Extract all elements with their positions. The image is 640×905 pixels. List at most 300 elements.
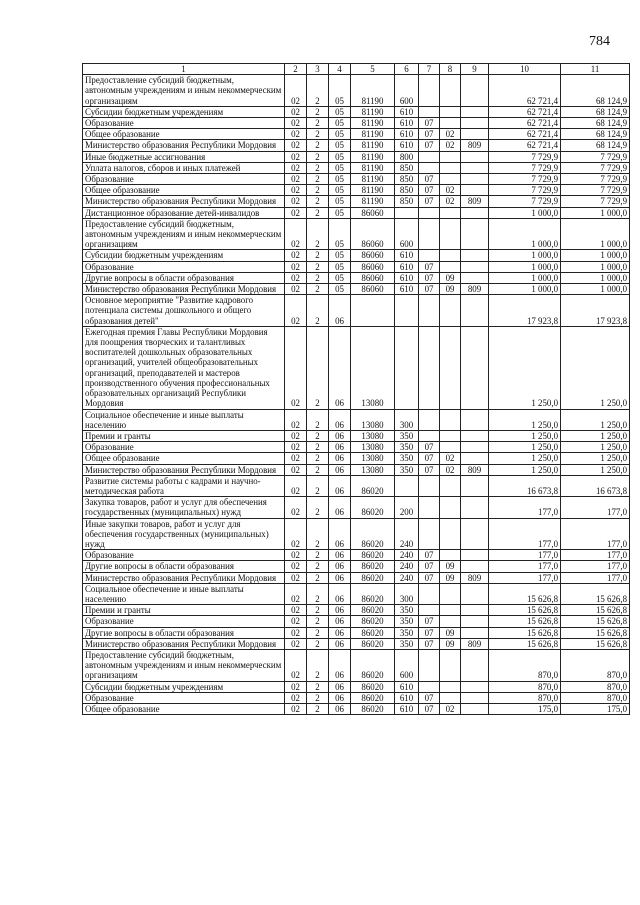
- cell-ministry-code: [461, 409, 489, 430]
- cell-code-2: 2: [307, 162, 329, 173]
- cell-target-code: 81190: [351, 151, 395, 162]
- table-row: [83, 561, 630, 572]
- cell-subsection: 09: [440, 272, 461, 283]
- table-row: [83, 605, 630, 616]
- cell-amount-year-1: 7 729,9: [489, 162, 561, 173]
- cell-expense-type: 610: [395, 703, 419, 714]
- cell-ministry-code: [461, 681, 489, 692]
- cell-section: 07: [419, 272, 440, 283]
- table-header-row: [83, 64, 630, 75]
- cell-amount-year-1: 62 721,4: [489, 75, 561, 107]
- cell-code-1: 02: [285, 129, 307, 140]
- cell-target-code: 86020: [351, 550, 395, 561]
- cell-target-code: 86020: [351, 497, 395, 518]
- cell-section: 07: [419, 118, 440, 129]
- cell-amount-year-2: 15 626,8: [561, 627, 630, 638]
- cell-description: Другие вопросы в области образования: [83, 561, 285, 572]
- cell-amount-year-2: 1 000,0: [561, 272, 630, 283]
- table-row: [83, 572, 630, 583]
- cell-code-2: 2: [307, 196, 329, 207]
- table-row: [83, 272, 630, 283]
- cell-subsection: 09: [440, 572, 461, 583]
- cell-code-1: 02: [285, 583, 307, 604]
- cell-expense-type: 610: [395, 284, 419, 295]
- cell-ministry-code: [461, 174, 489, 185]
- cell-code-2: 2: [307, 518, 329, 550]
- cell-ministry-code: 809: [461, 284, 489, 295]
- cell-ministry-code: [461, 561, 489, 572]
- table-row: [83, 284, 630, 295]
- cell-code-3: 06: [329, 692, 351, 703]
- cell-expense-type: 300: [395, 583, 419, 604]
- header-cell: 7: [419, 64, 440, 75]
- cell-expense-type: 600: [395, 649, 419, 681]
- cell-code-3: 06: [329, 430, 351, 441]
- cell-ministry-code: [461, 497, 489, 518]
- cell-amount-year-2: 1 250,0: [561, 430, 630, 441]
- cell-amount-year-2: 68 124,9: [561, 140, 630, 151]
- cell-code-3: 05: [329, 174, 351, 185]
- cell-ministry-code: [461, 430, 489, 441]
- cell-description: Иные закупки товаров, работ и услуг для обеспечения государственных (муниципальных) нужд: [83, 518, 285, 550]
- cell-amount-year-1: 870,0: [489, 649, 561, 681]
- cell-subsection: 02: [440, 185, 461, 196]
- cell-expense-type: 850: [395, 185, 419, 196]
- cell-code-1: 02: [285, 475, 307, 496]
- cell-target-code: 86020: [351, 475, 395, 496]
- cell-target-code: 81190: [351, 129, 395, 140]
- table-row: [83, 118, 630, 129]
- cell-section: [419, 475, 440, 496]
- cell-section: 07: [419, 174, 440, 185]
- cell-section: 07: [419, 284, 440, 295]
- cell-amount-year-1: 1 000,0: [489, 250, 561, 261]
- cell-code-3: 06: [329, 453, 351, 464]
- cell-code-2: 2: [307, 442, 329, 453]
- cell-subsection: [440, 681, 461, 692]
- table-row: [83, 497, 630, 518]
- cell-code-1: 02: [285, 409, 307, 430]
- cell-description: Образование: [83, 174, 285, 185]
- cell-code-2: 2: [307, 106, 329, 117]
- cell-code-3: 05: [329, 162, 351, 173]
- cell-target-code: 81190: [351, 118, 395, 129]
- cell-amount-year-2: 7 729,9: [561, 162, 630, 173]
- table-row: [83, 518, 630, 550]
- cell-code-2: 2: [307, 550, 329, 561]
- cell-ministry-code: [461, 518, 489, 550]
- table-row: [83, 196, 630, 207]
- cell-target-code: 81190: [351, 162, 395, 173]
- table-row: [83, 453, 630, 464]
- cell-subsection: [440, 261, 461, 272]
- cell-amount-year-1: 177,0: [489, 550, 561, 561]
- cell-description: Субсидии бюджетным учреждениям: [83, 681, 285, 692]
- cell-code-2: 2: [307, 284, 329, 295]
- cell-code-2: 2: [307, 272, 329, 283]
- cell-ministry-code: [461, 326, 489, 409]
- cell-target-code: 86020: [351, 703, 395, 714]
- cell-expense-type: 350: [395, 616, 419, 627]
- table-row: [83, 627, 630, 638]
- cell-ministry-code: [461, 185, 489, 196]
- cell-section: 07: [419, 185, 440, 196]
- cell-ministry-code: [461, 550, 489, 561]
- cell-subsection: [440, 75, 461, 107]
- table-row: [83, 129, 630, 140]
- cell-target-code: 86060: [351, 207, 395, 218]
- cell-subsection: [440, 218, 461, 250]
- cell-ministry-code: [461, 453, 489, 464]
- cell-target-code: 86020: [351, 649, 395, 681]
- cell-code-3: 05: [329, 218, 351, 250]
- cell-code-1: 02: [285, 572, 307, 583]
- cell-code-2: 2: [307, 681, 329, 692]
- table-row: [83, 295, 630, 327]
- cell-target-code: 13080: [351, 464, 395, 475]
- table-row: [83, 409, 630, 430]
- cell-ministry-code: [461, 605, 489, 616]
- cell-section: [419, 605, 440, 616]
- cell-code-3: 06: [329, 605, 351, 616]
- cell-amount-year-2: 7 729,9: [561, 174, 630, 185]
- cell-code-1: 02: [285, 261, 307, 272]
- cell-amount-year-2: 68 124,9: [561, 106, 630, 117]
- cell-subsection: [440, 409, 461, 430]
- header-cell: 5: [351, 64, 395, 75]
- cell-description: Другие вопросы в области образования: [83, 272, 285, 283]
- cell-amount-year-2: 68 124,9: [561, 75, 630, 107]
- cell-code-3: 05: [329, 272, 351, 283]
- cell-amount-year-1: 15 626,8: [489, 627, 561, 638]
- cell-subsection: 02: [440, 453, 461, 464]
- cell-target-code: 13080: [351, 453, 395, 464]
- cell-subsection: [440, 497, 461, 518]
- cell-description: Социальное обеспечение и иные выплаты населению: [83, 583, 285, 604]
- cell-expense-type: 300: [395, 409, 419, 430]
- cell-code-1: 02: [285, 649, 307, 681]
- cell-subsection: [440, 649, 461, 681]
- cell-amount-year-1: 62 721,4: [489, 129, 561, 140]
- cell-ministry-code: [461, 129, 489, 140]
- cell-section: 07: [419, 129, 440, 140]
- cell-description: Образование: [83, 118, 285, 129]
- cell-subsection: 02: [440, 129, 461, 140]
- table-row: [83, 106, 630, 117]
- cell-amount-year-1: 7 729,9: [489, 185, 561, 196]
- cell-section: 07: [419, 627, 440, 638]
- cell-code-3: 06: [329, 295, 351, 327]
- table-row: [83, 475, 630, 496]
- cell-code-3: 06: [329, 409, 351, 430]
- cell-expense-type: [395, 207, 419, 218]
- cell-code-1: 02: [285, 118, 307, 129]
- cell-ministry-code: 809: [461, 140, 489, 151]
- header-cell: 11: [561, 64, 630, 75]
- cell-subsection: [440, 692, 461, 703]
- table-row: [83, 185, 630, 196]
- cell-description: Министерство образования Республики Мордовия: [83, 196, 285, 207]
- cell-section: 07: [419, 572, 440, 583]
- table-row: [83, 75, 630, 107]
- cell-expense-type: 200: [395, 497, 419, 518]
- cell-subsection: 09: [440, 561, 461, 572]
- cell-subsection: 02: [440, 464, 461, 475]
- cell-target-code: 13080: [351, 442, 395, 453]
- cell-expense-type: [395, 475, 419, 496]
- cell-section: [419, 583, 440, 604]
- cell-amount-year-1: 1 250,0: [489, 453, 561, 464]
- cell-ministry-code: [461, 151, 489, 162]
- cell-section: [419, 430, 440, 441]
- cell-code-1: 02: [285, 681, 307, 692]
- cell-amount-year-2: 870,0: [561, 649, 630, 681]
- cell-section: [419, 75, 440, 107]
- cell-description: Общее образование: [83, 185, 285, 196]
- table-row: [83, 207, 630, 218]
- cell-amount-year-2: 7 729,9: [561, 151, 630, 162]
- cell-subsection: 02: [440, 140, 461, 151]
- cell-code-3: 06: [329, 583, 351, 604]
- cell-description: Субсидии бюджетным учреждениям: [83, 250, 285, 261]
- table-row: [83, 649, 630, 681]
- cell-amount-year-2: 68 124,9: [561, 129, 630, 140]
- cell-target-code: 86020: [351, 561, 395, 572]
- cell-code-1: 02: [285, 605, 307, 616]
- cell-section: [419, 497, 440, 518]
- cell-code-1: 02: [285, 185, 307, 196]
- cell-amount-year-2: 1 250,0: [561, 326, 630, 409]
- cell-code-2: 2: [307, 616, 329, 627]
- cell-amount-year-1: 177,0: [489, 497, 561, 518]
- cell-amount-year-2: 15 626,8: [561, 583, 630, 604]
- cell-subsection: 09: [440, 638, 461, 649]
- cell-amount-year-2: 16 673,8: [561, 475, 630, 496]
- cell-code-3: 06: [329, 561, 351, 572]
- cell-code-1: 02: [285, 518, 307, 550]
- cell-description: Предоставление субсидий бюджетным, автономным учреждениям и иным некоммерческим организациям: [83, 75, 285, 107]
- cell-ministry-code: [461, 207, 489, 218]
- cell-description: Уплата налогов, сборов и иных платежей: [83, 162, 285, 173]
- cell-code-1: 02: [285, 561, 307, 572]
- cell-amount-year-2: 870,0: [561, 692, 630, 703]
- cell-amount-year-1: 1 000,0: [489, 284, 561, 295]
- cell-code-3: 05: [329, 196, 351, 207]
- cell-code-3: 06: [329, 550, 351, 561]
- cell-code-2: 2: [307, 703, 329, 714]
- cell-ministry-code: [461, 162, 489, 173]
- cell-expense-type: 350: [395, 453, 419, 464]
- cell-target-code: 86020: [351, 638, 395, 649]
- cell-section: [419, 409, 440, 430]
- cell-description: Министерство образования Республики Мордовия: [83, 464, 285, 475]
- cell-code-2: 2: [307, 692, 329, 703]
- cell-code-3: 06: [329, 638, 351, 649]
- cell-amount-year-2: 1 000,0: [561, 250, 630, 261]
- cell-expense-type: 240: [395, 518, 419, 550]
- cell-amount-year-2: 1 250,0: [561, 409, 630, 430]
- cell-subsection: [440, 616, 461, 627]
- cell-code-2: 2: [307, 174, 329, 185]
- cell-amount-year-1: 870,0: [489, 681, 561, 692]
- cell-subsection: [440, 583, 461, 604]
- cell-subsection: [440, 326, 461, 409]
- cell-ministry-code: [461, 475, 489, 496]
- table-row: [83, 162, 630, 173]
- cell-target-code: 86060: [351, 250, 395, 261]
- cell-subsection: [440, 442, 461, 453]
- cell-expense-type: 850: [395, 196, 419, 207]
- table-row: [83, 430, 630, 441]
- cell-code-3: 05: [329, 207, 351, 218]
- cell-code-2: 2: [307, 118, 329, 129]
- cell-section: 07: [419, 464, 440, 475]
- cell-code-3: 06: [329, 442, 351, 453]
- cell-code-1: 02: [285, 442, 307, 453]
- cell-section: 07: [419, 196, 440, 207]
- cell-code-2: 2: [307, 464, 329, 475]
- cell-description: Образование: [83, 692, 285, 703]
- cell-description: Министерство образования Республики Мордовия: [83, 284, 285, 295]
- cell-target-code: 81190: [351, 174, 395, 185]
- cell-target-code: 13080: [351, 326, 395, 409]
- cell-section: [419, 326, 440, 409]
- cell-amount-year-1: 1 250,0: [489, 442, 561, 453]
- cell-ministry-code: 809: [461, 638, 489, 649]
- cell-description: Образование: [83, 442, 285, 453]
- cell-code-2: 2: [307, 453, 329, 464]
- cell-amount-year-1: 7 729,9: [489, 151, 561, 162]
- cell-code-3: 06: [329, 681, 351, 692]
- cell-code-2: 2: [307, 75, 329, 107]
- cell-code-1: 02: [285, 151, 307, 162]
- cell-code-1: 02: [285, 692, 307, 703]
- cell-amount-year-2: 1 250,0: [561, 464, 630, 475]
- cell-section: 07: [419, 692, 440, 703]
- cell-amount-year-1: 16 673,8: [489, 475, 561, 496]
- cell-amount-year-2: 175,0: [561, 703, 630, 714]
- cell-code-3: 06: [329, 627, 351, 638]
- cell-amount-year-1: 15 626,8: [489, 605, 561, 616]
- cell-ministry-code: [461, 616, 489, 627]
- cell-code-2: 2: [307, 561, 329, 572]
- cell-code-3: 05: [329, 250, 351, 261]
- cell-description: Другие вопросы в области образования: [83, 627, 285, 638]
- cell-code-3: 06: [329, 703, 351, 714]
- cell-expense-type: 240: [395, 572, 419, 583]
- table-row: [83, 151, 630, 162]
- cell-code-3: 06: [329, 616, 351, 627]
- cell-section: [419, 518, 440, 550]
- cell-expense-type: 800: [395, 151, 419, 162]
- cell-code-1: 02: [285, 196, 307, 207]
- cell-target-code: 81190: [351, 75, 395, 107]
- cell-ministry-code: 809: [461, 464, 489, 475]
- cell-section: [419, 151, 440, 162]
- cell-expense-type: 350: [395, 627, 419, 638]
- cell-target-code: 81190: [351, 196, 395, 207]
- cell-subsection: [440, 106, 461, 117]
- cell-subsection: [440, 475, 461, 496]
- cell-amount-year-2: 7 729,9: [561, 196, 630, 207]
- cell-target-code: 86020: [351, 583, 395, 604]
- table-row: [83, 140, 630, 151]
- cell-amount-year-2: 177,0: [561, 497, 630, 518]
- cell-amount-year-1: 1 000,0: [489, 272, 561, 283]
- cell-expense-type: 350: [395, 638, 419, 649]
- cell-ministry-code: [461, 703, 489, 714]
- cell-expense-type: 600: [395, 75, 419, 107]
- cell-code-1: 02: [285, 550, 307, 561]
- table-row: [83, 616, 630, 627]
- cell-code-1: 02: [285, 326, 307, 409]
- cell-section: [419, 295, 440, 327]
- cell-code-1: 02: [285, 627, 307, 638]
- cell-code-1: 02: [285, 218, 307, 250]
- cell-ministry-code: 809: [461, 196, 489, 207]
- cell-subsection: 09: [440, 284, 461, 295]
- cell-code-3: 05: [329, 261, 351, 272]
- cell-section: [419, 649, 440, 681]
- cell-code-2: 2: [307, 497, 329, 518]
- cell-expense-type: 600: [395, 218, 419, 250]
- cell-amount-year-2: 1 250,0: [561, 453, 630, 464]
- cell-expense-type: 240: [395, 561, 419, 572]
- table-row: [83, 703, 630, 714]
- cell-target-code: [351, 295, 395, 327]
- cell-ministry-code: [461, 218, 489, 250]
- cell-amount-year-1: 7 729,9: [489, 196, 561, 207]
- cell-description: Развитие системы работы с кадрами и научно-методическая работа: [83, 475, 285, 496]
- cell-code-2: 2: [307, 326, 329, 409]
- cell-amount-year-1: 177,0: [489, 561, 561, 572]
- cell-subsection: [440, 174, 461, 185]
- cell-target-code: 13080: [351, 430, 395, 441]
- cell-subsection: [440, 207, 461, 218]
- cell-amount-year-2: 177,0: [561, 518, 630, 550]
- cell-amount-year-1: 177,0: [489, 572, 561, 583]
- cell-code-1: 02: [285, 453, 307, 464]
- cell-expense-type: 610: [395, 250, 419, 261]
- cell-expense-type: 350: [395, 442, 419, 453]
- cell-description: Субсидии бюджетным учреждениям: [83, 106, 285, 117]
- cell-amount-year-2: 177,0: [561, 572, 630, 583]
- cell-description: Общее образование: [83, 703, 285, 714]
- cell-target-code: 86020: [351, 605, 395, 616]
- cell-code-2: 2: [307, 605, 329, 616]
- cell-code-3: 06: [329, 464, 351, 475]
- cell-amount-year-1: 177,0: [489, 518, 561, 550]
- cell-code-1: 02: [285, 284, 307, 295]
- cell-code-2: 2: [307, 649, 329, 681]
- cell-amount-year-1: 15 626,8: [489, 638, 561, 649]
- cell-target-code: 86020: [351, 627, 395, 638]
- cell-ministry-code: [461, 118, 489, 129]
- cell-description: Основное мероприятие "Развитие кадрового потенциала системы дошкольного и общего образования детей": [83, 295, 285, 327]
- cell-target-code: 81190: [351, 185, 395, 196]
- cell-ministry-code: [461, 75, 489, 107]
- cell-amount-year-2: 15 626,8: [561, 605, 630, 616]
- cell-expense-type: 610: [395, 140, 419, 151]
- cell-ministry-code: [461, 261, 489, 272]
- cell-code-2: 2: [307, 409, 329, 430]
- cell-code-2: 2: [307, 295, 329, 327]
- cell-code-3: 06: [329, 572, 351, 583]
- cell-amount-year-2: 1 000,0: [561, 261, 630, 272]
- cell-code-3: 06: [329, 497, 351, 518]
- cell-amount-year-1: 15 626,8: [489, 583, 561, 604]
- cell-ministry-code: [461, 442, 489, 453]
